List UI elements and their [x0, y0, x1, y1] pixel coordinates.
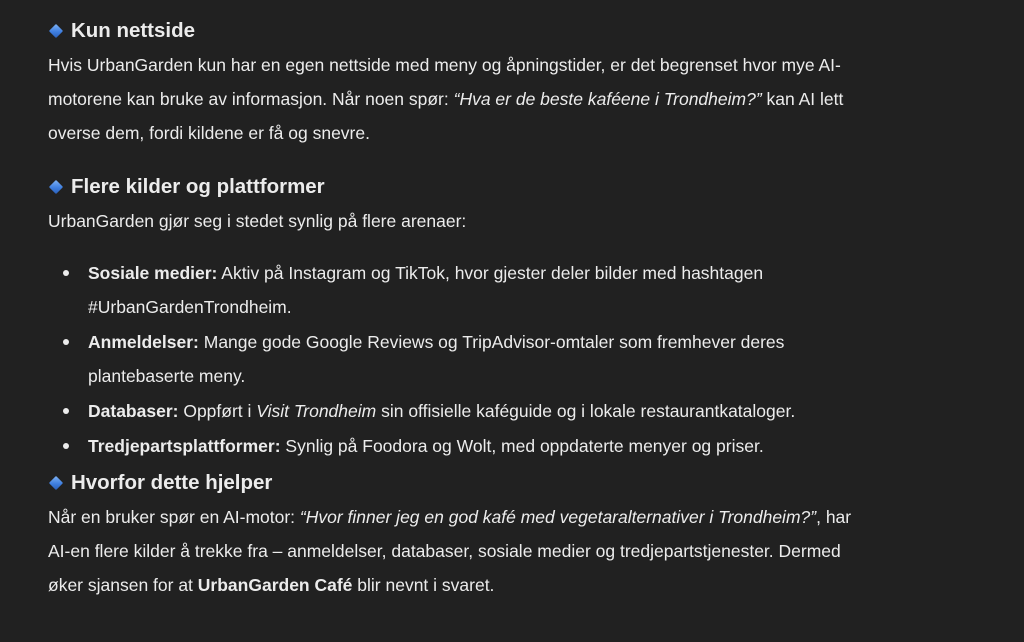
paragraph-line: øker sjansen for at UrbanGarden Café blir nevnt i svaret.	[48, 575, 495, 595]
paragraph-kun-nettside	[48, 48, 978, 150]
business-name: UrbanGarden Café	[197, 575, 353, 595]
list-item-label: Anmeldelser:	[88, 332, 199, 352]
quoted-question: “Hvor finner jeg en god kafé med vegetaralternativer i Trondheim?”	[299, 507, 817, 527]
list-item-label: Databaser:	[88, 401, 179, 421]
paragraph-intro: UrbanGarden gjør seg i stedet synlig på flere arenaer:	[48, 211, 467, 231]
section-heading-text: Kun nettside	[71, 19, 195, 42]
section-heading-text: Hvorfor dette hjelper	[71, 471, 273, 494]
paragraph-hvorfor	[48, 500, 978, 602]
section-heading-flere-kilder	[48, 170, 978, 204]
paragraph-line: Hvis UrbanGarden kun har en egen nettside med meny og åpningstider, er det begrenset hvor mye AI-	[48, 55, 841, 75]
quoted-question: “Hva er de beste kaféene i Trondheim?”	[453, 89, 762, 109]
section-heading-kun-nettside	[48, 14, 978, 48]
small-blue-diamond-icon	[50, 25, 62, 37]
list-item-label: Sosiale medier:	[88, 263, 218, 283]
small-blue-diamond-icon	[50, 477, 62, 489]
list-item-anmeldelser: Anmeldelser: Mange gode Google Reviews og TripAdvisor-omtaler som fremhever deres plantebaserte meny.	[88, 325, 978, 393]
list-item-tredjepartsplattformer: Tredjepartsplattformer: Synlig på Foodora og Wolt, med oppdaterte menyer og priser.	[88, 429, 978, 463]
paragraph-line: motorene kan bruke av informasjon. Når noen spør: “Hva er de beste kaféene i Trondheim?” kan AI lett	[48, 89, 844, 109]
list-item-sosiale-medier: Sosiale medier: Aktiv på Instagram og TikTok, hvor gjester deler bilder med hashtagen #UrbanGardenTrondheim.	[88, 256, 978, 324]
section-heading-text: Flere kilder og plattformer	[71, 175, 325, 198]
bullet-list-platforms	[48, 256, 978, 463]
paragraph-line: overse dem, fordi kildene er få og snevre.	[48, 123, 370, 143]
list-item-label: Tredjepartsplattformer:	[88, 436, 281, 456]
list-item-databaser: Databaser: Oppført i Visit Trondheim sin offisielle kaféguide og i lokale restaurantkataloger.	[88, 394, 978, 428]
document-body	[48, 14, 978, 602]
small-blue-diamond-icon	[50, 181, 62, 193]
paragraph-line: Når en bruker spør en AI-motor: “Hvor finner jeg en god kafé med vegetaralternativer i Trondheim?”, har	[48, 507, 852, 527]
paragraph-line: AI-en flere kilder å trekke fra – anmeldelser, databaser, sosiale medier og tredjepartstjenester. Dermed	[48, 541, 841, 561]
section-heading-hvorfor	[48, 466, 978, 500]
